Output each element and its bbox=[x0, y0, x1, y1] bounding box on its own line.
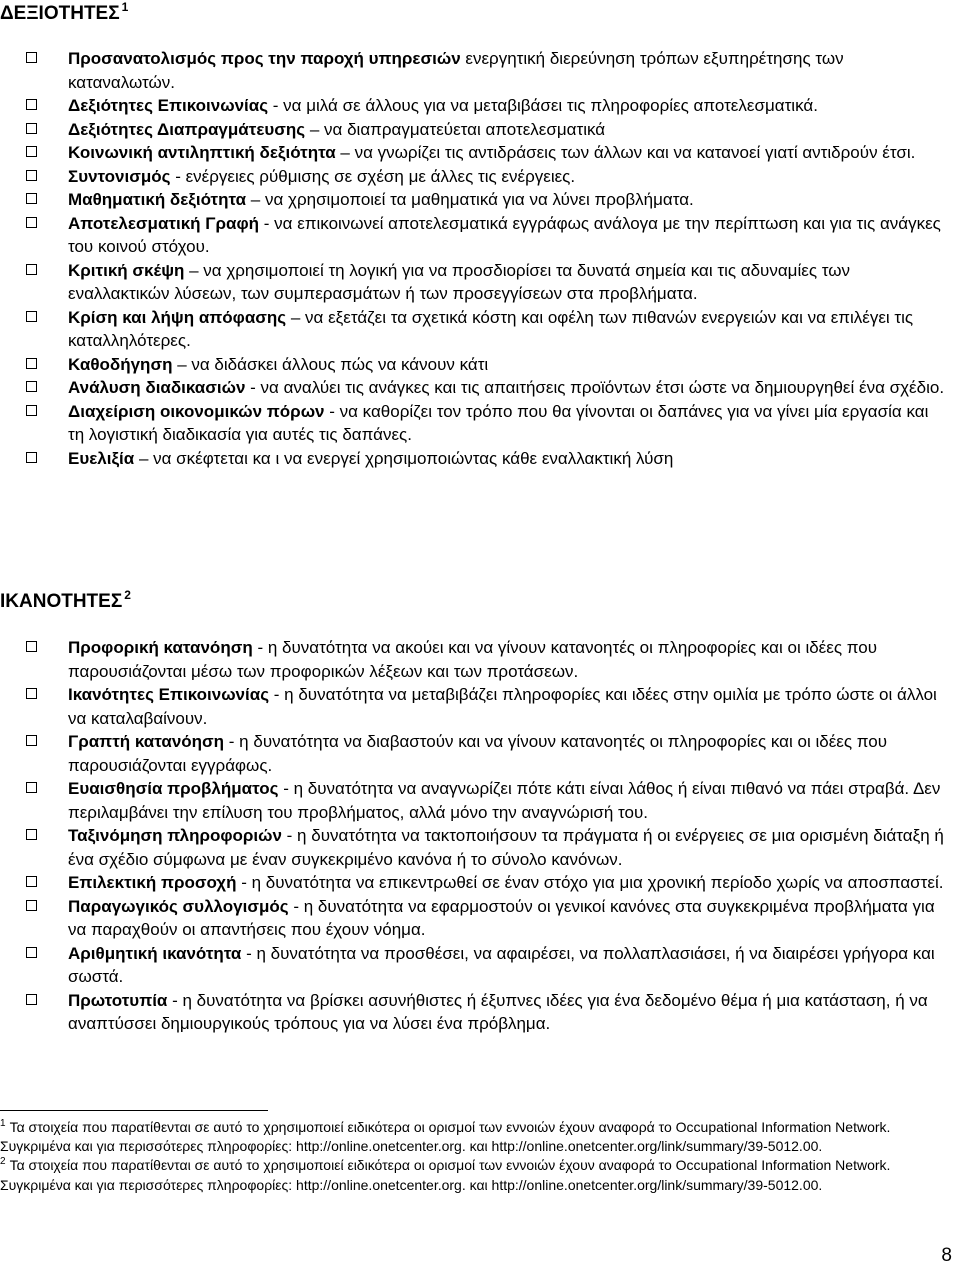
skill-term: Ανάλυση διαδικασιών bbox=[68, 378, 246, 397]
skill-item bbox=[0, 259, 960, 306]
skill-desc: - να μιλά σε άλλους για να μεταβιβάσει τις πληροφορίες αποτελεσματικά. bbox=[268, 96, 818, 115]
skill-desc: – να διδάσκει άλλους πώς να κάνουν κάτι bbox=[172, 354, 489, 374]
footnote-2 bbox=[0, 1156, 940, 1194]
footnote-ref-2: 2 bbox=[124, 588, 131, 602]
footnotes bbox=[0, 1118, 940, 1195]
skill-term: Αποτελεσματική Γραφή bbox=[68, 213, 260, 233]
page-number: 8 bbox=[941, 1245, 952, 1266]
skill-desc: – να χρησιμοποιεί τη λογική για να προσδιορίσει τα δυνατά σημεία και τις αδυναμίες των εναλλακτικών λύσεων, των συμπερασμάτων ή των προσεγγίσεων στα προβλήματα. bbox=[68, 260, 850, 303]
checkbox-bullet-icon bbox=[26, 170, 37, 181]
ability-term: Ευαισθησία προβλήματος bbox=[68, 779, 279, 798]
skill-item bbox=[0, 376, 960, 400]
skills-heading-text: ΔΕΞΙΟΤΗΤΕΣ bbox=[0, 3, 120, 24]
checkbox-bullet-icon bbox=[26, 994, 37, 1005]
skill-item bbox=[0, 47, 960, 94]
abilities-list bbox=[0, 636, 960, 1036]
skill-term: Μαθηματική δεξιότητα bbox=[68, 190, 247, 209]
skill-item bbox=[0, 447, 960, 471]
ability-item bbox=[0, 636, 960, 683]
ability-desc: - η δυνατότητα να ακούει και να γίνουν κατανοητές οι πληροφορίες και οι ιδέες που παρουσιάζονται μέσω των προφορικών λέξεων και των προτάσεων. bbox=[68, 638, 877, 681]
footnote-number: 1 bbox=[0, 1118, 6, 1129]
skill-desc: – να γνωρίζει τις αντιδράσεις των άλλων και να κατανοεί γιατί αντιδρούν έτσι. bbox=[335, 143, 916, 162]
footnote-text: Τα στοιχεία που παρατίθενται σε αυτό το χρησιμοποιεί ειδικότερα οι ορισμοί των εννοιών έχουν αναφορά το Occupational Information Network. Συγκριμένα και για περισσότερες πληροφορίες: http://online.onetcenter.org. και http://online.onetcenter.org/link/summary/39-5012.00. bbox=[0, 1157, 891, 1193]
footnote-ref-1: 1 bbox=[121, 0, 129, 14]
checkbox-bullet-icon bbox=[26, 381, 37, 392]
skill-term: Δεξιότητες Διαπραγμάτευσης bbox=[68, 119, 306, 139]
skill-item bbox=[0, 165, 960, 189]
ability-item bbox=[0, 871, 960, 895]
skill-term: Καθοδήγηση bbox=[68, 354, 173, 374]
skills-list bbox=[0, 47, 960, 470]
skill-item bbox=[0, 188, 960, 212]
checkbox-bullet-icon bbox=[26, 52, 37, 63]
footnote-separator bbox=[0, 1110, 268, 1111]
skill-desc: - να επικοινωνεί αποτελεσματικά εγγράφως ανάλογα με την περίπτωση και για τις ανάγκες του κοινού στόχου. bbox=[68, 213, 941, 256]
checkbox-bullet-icon bbox=[26, 947, 37, 958]
checkbox-bullet-icon bbox=[26, 735, 37, 746]
ability-desc: - η δυνατότητα να βρίσκει ασυνήθιστες ή έξυπνες ιδέες για ένα δεδομένο θέμα ή μια κατάσταση, ή να αναπτύσσει δημιουργικούς τρόπους για να λύσει ένα πρόβλημα. bbox=[68, 990, 928, 1033]
checkbox-bullet-icon bbox=[26, 358, 37, 369]
skill-item bbox=[0, 94, 960, 118]
skill-term: Ευελιξία bbox=[68, 448, 135, 468]
checkbox-bullet-icon bbox=[26, 217, 37, 228]
skill-term: Δεξιότητες Επικοινωνίας bbox=[68, 96, 269, 115]
skill-term: Προσανατολισμός προς την παροχή υπηρεσιών bbox=[68, 49, 461, 68]
abilities-heading bbox=[0, 588, 131, 613]
ability-desc: - η δυνατότητα να τακτοποιήσουν τα πράγματα ή οι ενέργειες σε μια ορισμένη διάταξη ή ένα σχέδιο σύμφωνα με έναν συγκεκριμένο κανόνα ή το σύνολο κανόνων. bbox=[68, 826, 944, 869]
checkbox-bullet-icon bbox=[26, 829, 37, 840]
skill-desc: ενεργητική διερεύνηση τρόπων εξυπηρέτησης των καταναλωτών. bbox=[68, 49, 844, 92]
checkbox-bullet-icon bbox=[26, 900, 37, 911]
ability-desc: - η δυνατότητα να επικεντρωθεί σε έναν στόχο για μια χρονική περίοδο χωρίς να αποσπαστεί. bbox=[236, 873, 944, 892]
footnote-number: 2 bbox=[0, 1156, 6, 1168]
skill-term: Κρίση και λήψη απόφασης bbox=[68, 307, 287, 327]
ability-term: Προφορική κατανόηση bbox=[68, 638, 253, 657]
ability-term: Ταξινόμηση πληροφοριών bbox=[68, 826, 282, 845]
ability-item bbox=[0, 895, 960, 942]
checkbox-bullet-icon bbox=[26, 311, 37, 322]
checkbox-bullet-icon bbox=[26, 688, 37, 699]
ability-term: Πρωτοτυπία bbox=[68, 990, 168, 1010]
footnote-1 bbox=[0, 1118, 940, 1156]
ability-term: Αριθμητική ικανότητα bbox=[68, 943, 242, 963]
ability-item bbox=[0, 683, 960, 730]
checkbox-bullet-icon bbox=[26, 876, 37, 887]
skill-term: Κοινωνική αντιληπτική δεξιότητα bbox=[68, 143, 336, 162]
skill-term: Διαχείριση οικονομικών πόρων bbox=[68, 401, 325, 421]
skill-term: Συντονισμός bbox=[68, 166, 171, 186]
ability-item bbox=[0, 777, 960, 824]
checkbox-bullet-icon bbox=[26, 193, 37, 204]
ability-item bbox=[0, 942, 960, 989]
checkbox-bullet-icon bbox=[26, 782, 37, 793]
ability-term: Επιλεκτική προσοχή bbox=[68, 873, 237, 892]
skill-desc: - ενέργειες ρύθμισης σε σχέση με άλλες τις ενέργειες. bbox=[170, 166, 576, 186]
footnote-text: Τα στοιχεία που παρατίθενται σε αυτό το χρησιμοποιεί ειδικότερα οι ορισμοί των εννοιών έχουν αναφορά το Occupational Information Network. Συγκριμένα και για περισσότερες πληροφορίες: http://online.onetcenter.org. και http://online.onetcenter.org/link/summary/39-5012.00. bbox=[0, 1119, 891, 1155]
checkbox-bullet-icon bbox=[26, 405, 37, 416]
checkbox-bullet-icon bbox=[26, 146, 37, 157]
ability-desc: - η δυνατότητα να μεταβιβάζει πληροφορίες και ιδέες στην ομιλία με τρόπο ώστε οι άλλοι να καταλαβαίνουν. bbox=[68, 685, 937, 728]
ability-term: Γραπτή κατανόηση bbox=[68, 732, 225, 751]
checkbox-bullet-icon bbox=[26, 641, 37, 652]
skill-desc: - να αναλύει τις ανάγκες και τις απαιτήσεις προϊόντων έτσι ώστε να δημιουργηθεί ένα σχέδιο. bbox=[245, 378, 945, 397]
ability-term: Ικανότητες Επικοινωνίας bbox=[68, 685, 270, 704]
skill-desc: – να χρησιμοποιεί τα μαθηματικά για να λύνει προβλήματα. bbox=[246, 190, 694, 209]
skill-item bbox=[0, 141, 960, 165]
ability-item bbox=[0, 989, 960, 1036]
skill-item bbox=[0, 400, 960, 447]
skill-term: Κριτική σκέψη bbox=[68, 260, 185, 280]
skills-heading bbox=[0, 0, 129, 25]
skill-desc: – να σκέφτεται κα ι να ενεργεί χρησιμοποιώντας κάθε εναλλακτική λύση bbox=[134, 448, 674, 468]
skill-item bbox=[0, 306, 960, 353]
ability-desc: - η δυνατότητα να αναγνωρίζει πότε κάτι είναι λάθος ή είναι πιθανό να πάει στραβά. Δεν περιλαμβάνει την επίλυση του προβλήματος, αλλά μόνο την αναγνώρισή του. bbox=[68, 779, 941, 822]
ability-desc: - η δυνατότητα να εφαρμοστούν οι γενικοί κανόνες στα συγκεκριμένα προβλήματα για να παραχθούν οι απαντήσεις που έχουν νόημα. bbox=[68, 896, 935, 939]
skill-item bbox=[0, 353, 960, 377]
checkbox-bullet-icon bbox=[26, 99, 37, 110]
ability-item bbox=[0, 730, 960, 777]
ability-desc: - η δυνατότητα να διαβαστούν και να γίνουν κατανοητές οι πληροφορίες και οι ιδέες που παρουσιάζονται εγγράφως. bbox=[68, 732, 888, 775]
skill-item bbox=[0, 212, 960, 259]
checkbox-bullet-icon bbox=[26, 123, 37, 134]
checkbox-bullet-icon bbox=[26, 264, 37, 275]
ability-term: Παραγωγικός συλλογισμός bbox=[68, 896, 289, 916]
skill-item bbox=[0, 118, 960, 142]
ability-desc: - η δυνατότητα να προσθέσει, να αφαιρέσει, να πολλαπλασιάσει, ή να διαιρέσει γρήγορα και σωστά. bbox=[68, 943, 935, 986]
skill-desc: - να καθορίζει τον τρόπο που θα γίνονται οι δαπάνες για να γίνει μία εργασία και τη λογιστική διαδικασία για αυτές τις δαπάνες. bbox=[68, 401, 929, 444]
checkbox-bullet-icon bbox=[26, 452, 37, 463]
abilities-heading-text: ΙΚΑΝΟΤΗΤΕΣ bbox=[0, 591, 123, 612]
skill-desc: – να διαπραγματεύεται αποτελεσματικά bbox=[305, 119, 606, 139]
ability-item bbox=[0, 824, 960, 871]
skill-desc: – να εξετάζει τα σχετικά κόστη και οφέλη των πιθανών ενεργειών και να επιλέγει τις καταλληλότερες. bbox=[68, 307, 914, 350]
